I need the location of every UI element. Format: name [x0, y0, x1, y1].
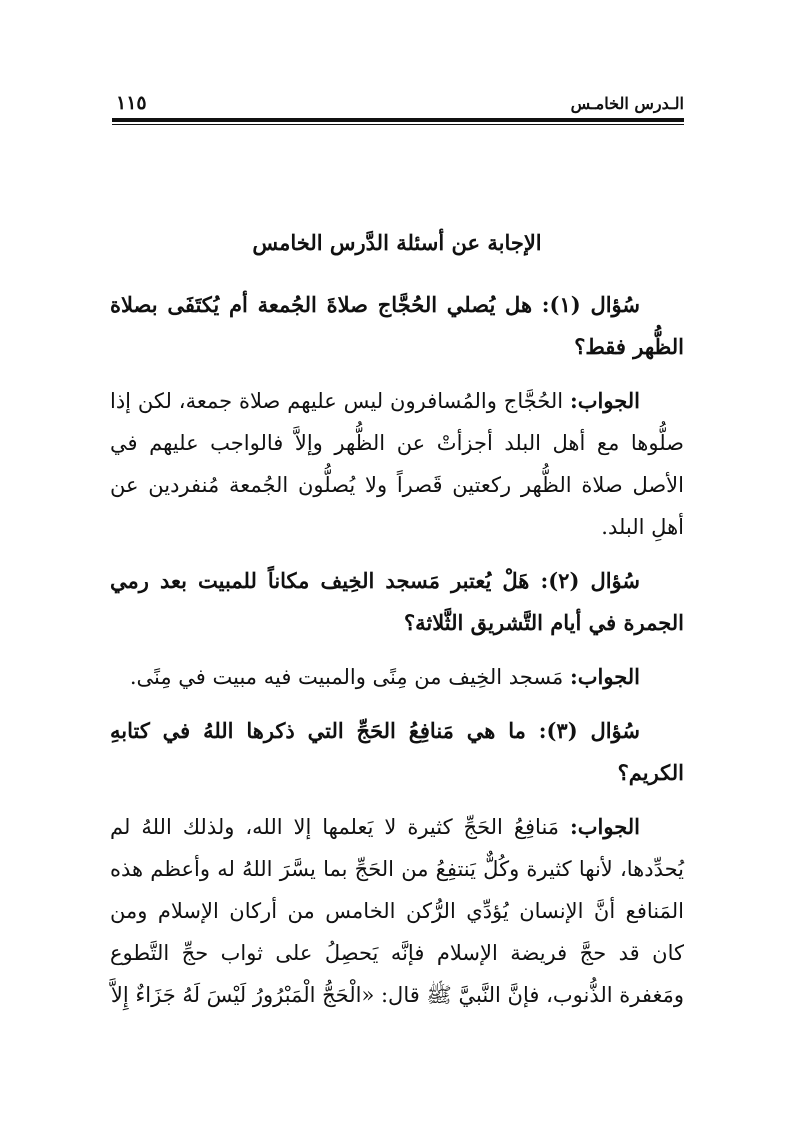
question-text: ما هي مَنافِعُ الحَجِّ التي ذكرها اللهُ في كتابهِ الكريم؟	[110, 718, 684, 785]
header-rule-thick	[112, 118, 684, 122]
answer-1	[110, 380, 684, 548]
chapter-title: الـدرس الخامـس	[570, 94, 684, 113]
question-3	[110, 710, 684, 794]
question-text: هل يُصلي الحُجَّاج صلاةَ الجُمعة أم يُكتَفَى بصلاة الظُّهر فقط؟	[110, 292, 684, 359]
section-title: الإجابة عن أسئلة الدَّرس الخامس	[252, 230, 542, 255]
page-number: ١١٥	[116, 92, 147, 114]
header-rule-thin	[112, 124, 684, 125]
question-1	[110, 284, 684, 368]
question-text: هَلْ يُعتبر مَسجد الخِيف مكاناً للمبيت بعد رمي الجمرة في أيام التَّشريق الثَّلاثة؟	[110, 568, 684, 635]
question-label: سُؤال (١):	[541, 292, 640, 317]
running-header	[112, 88, 684, 128]
answer-text: الحُجَّاج والمُسافرون ليس عليهم صلاة جمعة، لكن إذا صلُّوها مع أهل البلد أجزأتْ عن الظُّهر وإلاَّ فالواجب عليهم في الأصل صلاة الظُّهر ركعتين قَصراً ولا يُصلُّون الجُمعة مُنفردين عن أهلِ البلد.	[110, 389, 684, 539]
answer-text: مَنافِعُ الحَجِّ كثيرة لا يَعلمها إلا الله، ولذلك اللهُ لم يُحدِّدها، لأنها كثيرة وكُلٌّ يَنتفِعُ من الحَجِّ بما يسَّرَ اللهُ له وأعظم هذه المَنافع أنَّ الإنسان يُؤدِّي الرُّكن الخامس من أركان الإسلام ومن كان قد حجَّ فريضة الإسلام فإنَّه يَحصِلُ على ثواب حجِّ التَّطوع ومَغفرة الذُّنوب، فإنَّ النَّبيَّ ﷺ قال: «الْحَجُّ الْمَبْرُورُ لَيْسَ لَهُ جَزَاءٌ إِلاَّ	[110, 815, 684, 1007]
answer-text: مَسجد الخِيف من مِنًى والمبيت فيه مبيت في مِنًى.	[129, 665, 564, 689]
answer-2	[110, 656, 684, 698]
answer-label: الجواب:	[570, 814, 641, 839]
page-body	[110, 222, 684, 1016]
answer-label: الجواب:	[570, 388, 640, 413]
answer-label: الجواب:	[570, 664, 640, 689]
answer-3	[110, 806, 684, 1016]
question-label: سُؤال (٣):	[538, 718, 641, 743]
question-label: سُؤال (٢):	[540, 568, 641, 593]
question-2	[110, 560, 684, 644]
